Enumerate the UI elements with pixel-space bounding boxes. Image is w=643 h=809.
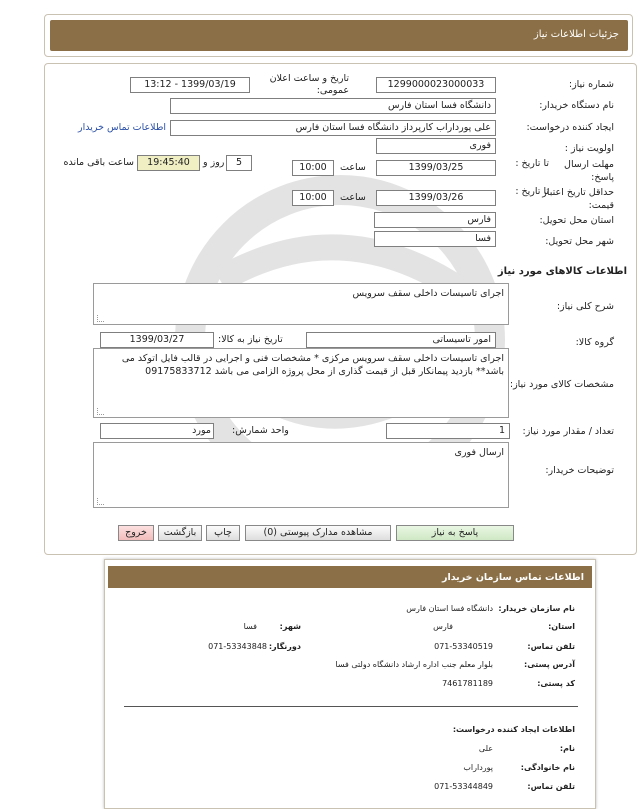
summary-label: شرح کلی نیاز: (556, 301, 614, 312)
goods-group-label: گروه کالا: (575, 337, 614, 348)
requester-label: ایجاد کننده درخواست: (526, 122, 614, 133)
priority-label: اولویت نیاز : (564, 143, 614, 154)
contact-city-value: فسا (243, 622, 257, 631)
contact-address-label: آدرس پستی: (524, 660, 575, 669)
need-date-field: 1399/03/27 (100, 332, 214, 348)
quantity-field: 1 (386, 423, 510, 439)
province-label: استان محل تحویل: (539, 215, 614, 226)
announce-label: تاریخ و ساعت اعلان عمومی: (269, 73, 349, 96)
reply-deadline-label: مهلت ارسال پاسخ: (564, 159, 614, 183)
print-button[interactable]: چاپ (206, 525, 240, 541)
attachments-button[interactable]: مشاهده مدارک پیوستی (0) (245, 525, 391, 541)
creator-last-name-label: نام خانوادگی: (520, 763, 575, 772)
need-date-label: تاریخ نیاز به کالا: (218, 334, 283, 345)
creator-phone-label: تلفن تماس: (527, 782, 575, 791)
remaining-time-field: 19:45:40 (137, 155, 200, 171)
contact-city-label: شهر: (279, 622, 301, 631)
city-field: فسا (374, 231, 496, 247)
contact-phone-label: تلفن تماس: (527, 642, 575, 651)
contact-phone-value: 071-53340519 (434, 642, 493, 651)
unit-field: مورد (100, 423, 214, 439)
quantity-label: تعداد / مقدار مورد نیاز: (522, 426, 614, 437)
reply-deadline-date: 1399/03/25 (376, 160, 496, 176)
price-time-label: ساعت (340, 192, 366, 203)
contact-postal-value: 7461781189 (442, 679, 493, 688)
contact-title: اطلاعات تماس سازمان خریدار (441, 572, 584, 583)
contact-buyer-value: دانشگاه فسا استان فارس (406, 604, 493, 613)
contact-address-value: بلوار معلم جنب اداره ارشاد دانشگاه دولتی فسا (335, 660, 493, 669)
days-label: روز و (203, 157, 225, 168)
buyer-notes-field: ارسال فوری (93, 442, 509, 508)
back-button[interactable]: بازگشت (158, 525, 202, 541)
creator-phone-value: 071-53344849 (434, 782, 493, 791)
reply-deadline-to-label: تا تاریخ : (515, 158, 549, 169)
remaining-time-label: ساعت باقی مانده (63, 157, 134, 168)
creator-first-name-value: علی (478, 744, 493, 753)
price-validity-to-label: تا تاریخ : (515, 186, 549, 197)
creator-title: اطلاعات ایجاد کننده درخواست: (452, 725, 575, 734)
reply-time-label: ساعت (340, 162, 366, 173)
need-number-label: شماره نیاز: (568, 79, 614, 90)
goods-section-title: اطلاعات کالاهای مورد نیاز (497, 266, 627, 277)
specs-field: اجرای تاسیسات داخلی سقف سرویس مرکزی * مشخصات فنی و اجرایی در قالب فایل اتوکد می باشد** بازدید پیمانکار قبل از قیمت گذاری از محل پروژه الزامی می باشد 09175833712 (93, 348, 509, 418)
summary-field: اجرای تاسیسات داخلی سقف سرویس (93, 283, 509, 325)
contact-province-label: استان: (548, 622, 575, 631)
buyer-contact-link[interactable]: اطلاعات تماس خریدار (78, 122, 167, 133)
creator-last-name-value: پورداراب (463, 763, 493, 772)
specs-label: مشخصات کالای مورد نیاز: (509, 379, 614, 390)
announce-field: 1399/03/19 - 13:12 (130, 77, 250, 93)
price-time-field: 10:00 (292, 190, 334, 206)
buyer-notes-label: توضیحات خریدار: (545, 465, 614, 476)
price-validity-label: حداقل تاریخ اعتبار قیمت: (542, 187, 614, 211)
requester-field: علی پورداراب کارپرداز دانشگاه فسا استان فارس (170, 120, 496, 136)
buyer-org-label: نام دستگاه خریدار: (539, 100, 614, 111)
city-label: شهر محل تحویل: (545, 236, 614, 247)
need-number-field: 1299000023000033 (376, 77, 496, 93)
contact-province-value: فارس (433, 622, 453, 631)
reply-button[interactable]: پاسخ به نیاز (396, 525, 514, 541)
price-validity-date: 1399/03/26 (376, 190, 496, 206)
contact-buyer-label: نام سازمان خریدار: (498, 604, 575, 613)
goods-group-field: امور تاسیساتی (306, 332, 496, 348)
unit-label: واحد شمارش: (232, 425, 289, 436)
priority-field: فوری (376, 138, 496, 154)
creator-first-name-label: نام: (559, 744, 575, 753)
exit-button[interactable]: خروج (118, 525, 154, 541)
days-remaining-field: 5 (226, 155, 252, 171)
province-field: فارس (374, 212, 496, 228)
reply-time-field: 10:00 (292, 160, 334, 176)
contact-fax-value: 071-53343848 (208, 642, 267, 651)
contact-divider (124, 706, 578, 707)
buyer-org-field: دانشگاه فسا استان فارس (170, 98, 496, 114)
contact-postal-label: کد پستی: (537, 679, 575, 688)
page-title: جزئیات اطلاعات نیاز (533, 29, 619, 40)
contact-fax-label: دورنگار: (268, 642, 301, 651)
